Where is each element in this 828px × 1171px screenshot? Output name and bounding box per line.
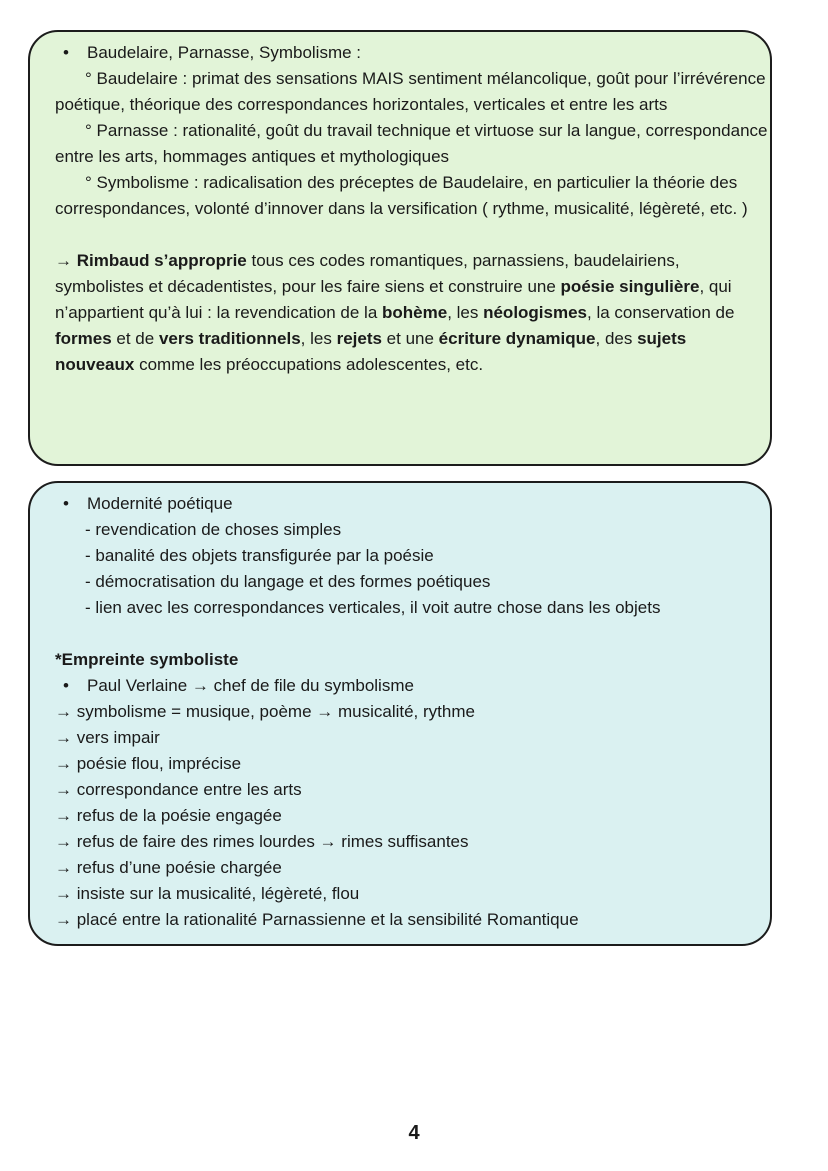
- symbolisme-text: ° Symbolisme : radicalisation des préceptes de Baudelaire, en particulier la théorie des correspondances, volonté d’innover dans la versification ( rythme, musicalité, légèreté, etc. ): [55, 173, 748, 218]
- text-run: , les: [300, 329, 337, 348]
- bold-keyword: bohème: [382, 303, 448, 322]
- bold-keyword: sujets nouveaux: [55, 329, 687, 374]
- dash-item: - revendication de choses simples: [85, 520, 342, 539]
- bullet-heading: • Modernité poétique: [55, 491, 770, 517]
- verlaine-bullet: • Paul Verlaine → chef de file du symbolisme: [55, 673, 770, 699]
- arrow-item: → correspondance entre les arts: [55, 780, 302, 799]
- arrow-item: → refus de la poésie engagée: [55, 806, 282, 825]
- text-run: comme les préoccupations adolescentes, etc.: [134, 355, 484, 374]
- arrow-item: → vers impair: [55, 728, 160, 747]
- summary-box-modernite: [28, 481, 772, 946]
- arrow-item: → symbolisme = musique, poème → musicalité, rythme: [55, 702, 475, 721]
- bold-keyword: écriture dynamique: [438, 329, 596, 348]
- dash-item: - lien avec les correspondances verticales, il voit autre chose dans les objets: [85, 598, 661, 617]
- arrow-item: → refus de faire des rimes lourdes → rimes suffisantes: [55, 832, 469, 851]
- arrow-item: → insiste sur la musicalité, légèreté, flou: [55, 884, 360, 903]
- bold-keyword: rejets: [336, 329, 382, 348]
- bold-keyword: Rimbaud s’approprie: [76, 251, 247, 270]
- text-run: , les: [447, 303, 484, 322]
- section-title: *Empreinte symboliste: [55, 650, 239, 669]
- parnasse-text: ° Parnasse : rationalité, goût du travail technique et virtuose sur la langue, correspondance entre les arts, hommages antiques et mythologiques: [55, 121, 768, 166]
- text-run: →: [55, 251, 77, 270]
- bold-keyword: néologismes: [483, 303, 588, 322]
- dash-item: - démocratisation du langage et des formes poétiques: [85, 572, 491, 591]
- text-run: et de: [111, 329, 159, 348]
- bullet-heading: • Baudelaire, Parnasse, Symbolisme :: [55, 40, 770, 66]
- bold-keyword: formes: [55, 329, 112, 348]
- text-run: , la conservation de: [587, 303, 735, 322]
- page-number: 4: [408, 1122, 420, 1144]
- text-run: , des: [595, 329, 638, 348]
- dash-item: - banalité des objets transfigurée par la poésie: [85, 546, 434, 565]
- baudelaire-text: ° Baudelaire : primat des sensations MAIS sentiment mélancolique, goût pour l’irrévérence poétique, théorique des correspondances horizontales, verticales et entre les arts: [55, 69, 766, 114]
- rimbaud-paragraph: [55, 248, 770, 378]
- text-run: tous ces codes romantiques, parnassiens, baudelairiens, symbolistes et décadentistes, pour les faire siens et construire une: [55, 251, 680, 296]
- arrow-item: → refus d’une poésie chargée: [55, 858, 282, 877]
- text-run: et une: [381, 329, 439, 348]
- summary-box-baudelaire-parnasse-symbolisme: [28, 30, 772, 466]
- text-run: , qui n’appartient qu’à lui : la revendication de la: [55, 277, 732, 322]
- bold-keyword: vers traditionnels: [158, 329, 301, 348]
- arrow-item: → poésie flou, imprécise: [55, 754, 242, 773]
- bold-keyword: poésie singulière: [560, 277, 700, 296]
- arrow-item: → placé entre la rationalité Parnassienne et la sensibilité Romantique: [55, 910, 579, 929]
